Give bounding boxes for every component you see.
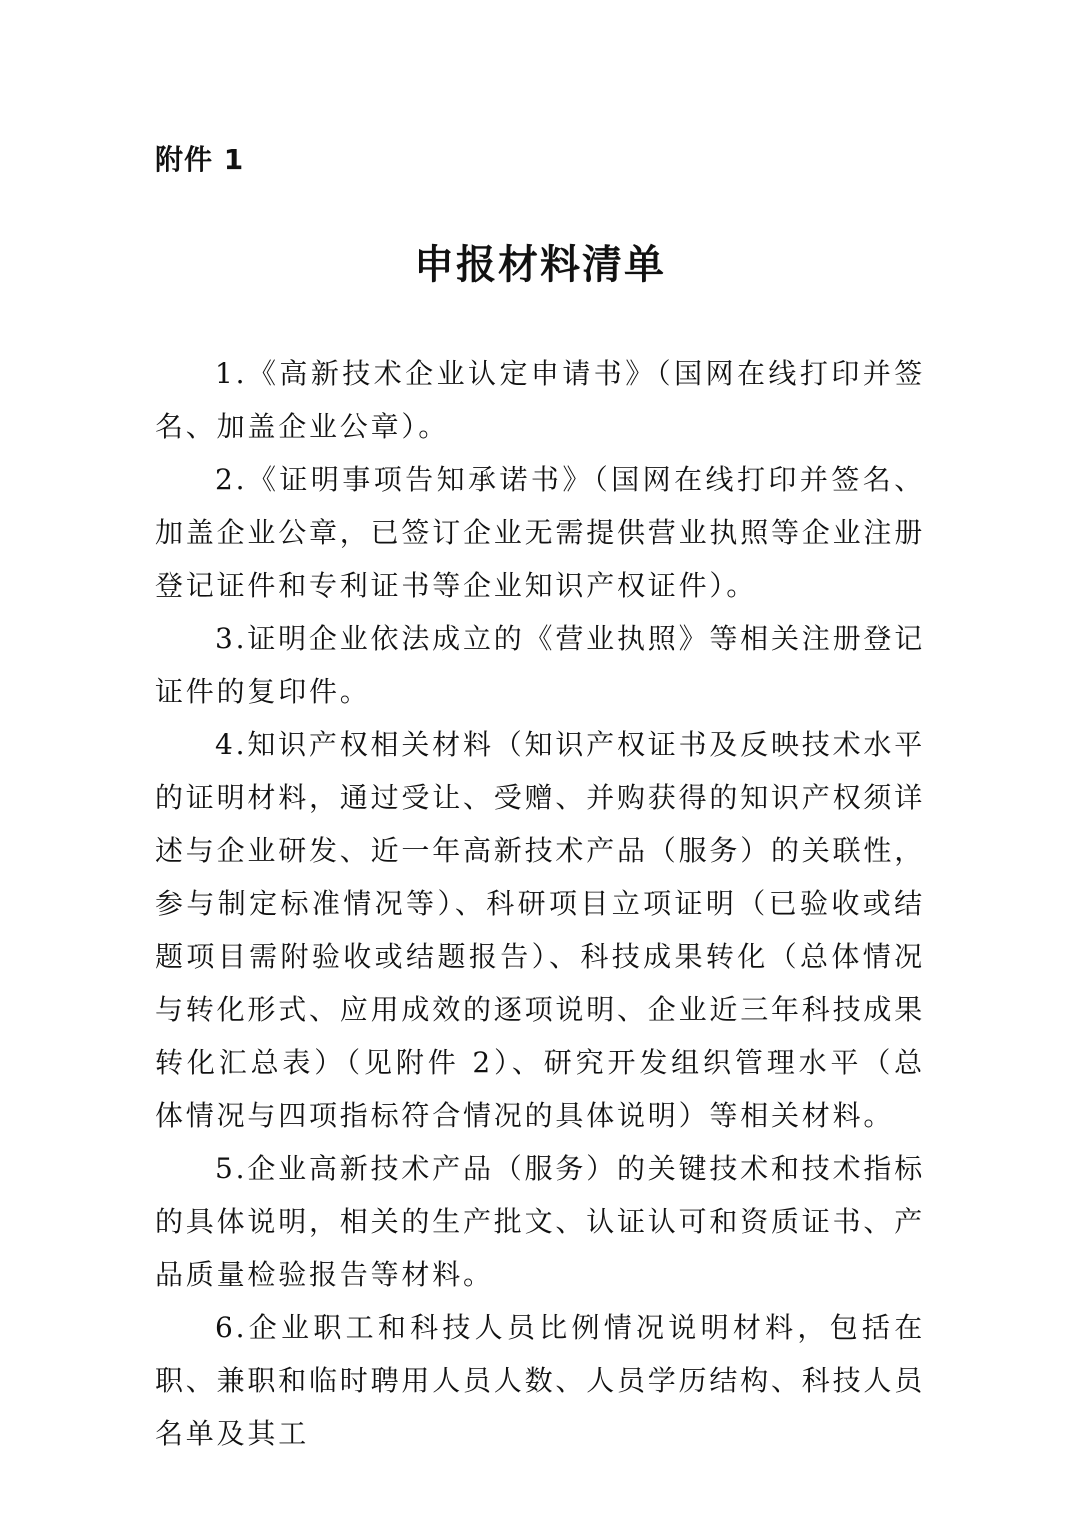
document-title: 申报材料清单 bbox=[414, 242, 666, 288]
paragraph-item-1: 1.《高新技术企业认定申请书》（国网在线打印并签名、加盖企业公章）。 bbox=[155, 357, 925, 443]
paragraph-item-4: 4.知识产权相关材料（知识产权证书及反映技术水平的证明材料，通过受让、受赠、并购获得的知识产权须详述与企业研发、近一年高新技术产品（服务）的关联性，参与制定标准情况等）、科研项目立项证明（已验收或结题项目需附验收或结题报告）、科技成果转化（总体情况与转化形式、应用成效的逐项说明、企业近三年科技成果转化汇总表）（见附件 2）、研究开发组织管理水平（总体情况与四项指标符合情况的具体说明）等相关材料。 bbox=[155, 728, 926, 1132]
paragraph-item-2: 2.《证明事项告知承诺书》（国网在线打印并签名、加盖企业公章，已签订企业无需提供营业执照等企业注册登记证件和专利证书等企业知识产权证件）。 bbox=[155, 463, 926, 602]
paragraph-item-5: 5.企业高新技术产品（服务）的关键技术和技术指标的具体说明，相关的生产批文、认证认可和资质证书、产品质量检验报告等材料。 bbox=[155, 1152, 926, 1291]
paragraph-item-3: 3.证明企业依法成立的《营业执照》等相关注册登记证件的复印件。 bbox=[155, 622, 925, 708]
attachment-label: 附件 1 bbox=[155, 143, 245, 176]
document-body bbox=[155, 347, 925, 1460]
paragraph-item-6: 6.企业职工和科技人员比例情况说明材料，包括在职、兼职和临时聘用人员人数、人员学历结构、科技人员名单及其工 bbox=[155, 1311, 926, 1450]
